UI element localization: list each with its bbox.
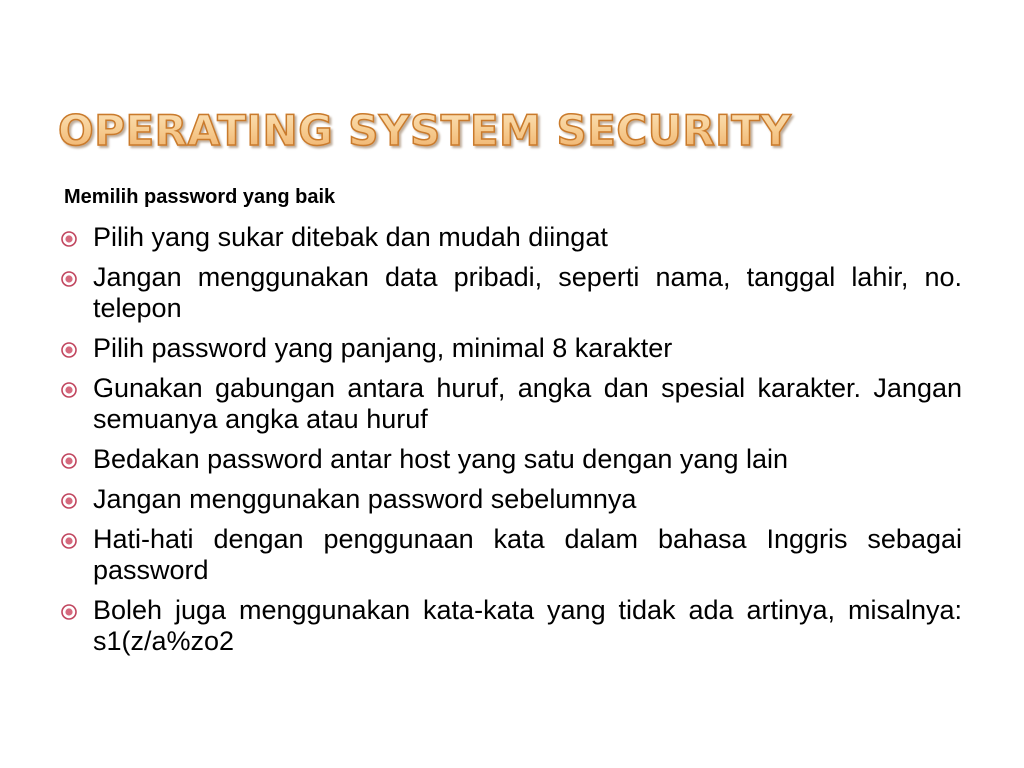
bullet-text: Boleh juga menggunakan kata-kata yang tidak ada artinya, misalnya: s1(z/a%zo2: [93, 595, 962, 656]
bullet-text: Bedakan password antar host yang satu dengan yang lain: [93, 444, 788, 474]
circled-dot-icon: [60, 270, 78, 288]
bullet-item: [60, 222, 962, 253]
circled-dot-icon: [60, 452, 78, 470]
bullet-text: Jangan menggunakan data pribadi, seperti nama, tanggal lahir, no. telepon: [93, 262, 962, 323]
slide-title: OPERATING SYSTEM SECURITY: [58, 100, 791, 162]
slide-subtitle: Memilih password yang baik: [64, 186, 336, 208]
bullet-text: Gunakan gabungan antara huruf, angka dan spesial karakter. Jangan semuanya angka atau huruf: [93, 373, 962, 434]
bullet-item: [60, 524, 962, 586]
bullet-list: [60, 222, 962, 666]
circled-dot-icon: [60, 603, 78, 621]
bullet-text: Pilih password yang panjang, minimal 8 karakter: [93, 333, 673, 363]
bullet-item: [60, 595, 962, 657]
bullet-text: Pilih yang sukar ditebak dan mudah diingat: [93, 222, 608, 252]
bullet-item: [60, 262, 962, 324]
circled-dot-icon: [60, 341, 78, 359]
circled-dot-icon: [60, 381, 78, 399]
circled-dot-icon: [60, 492, 78, 510]
bullet-item: [60, 444, 962, 475]
circled-dot-icon: [60, 532, 78, 550]
circled-dot-icon: [60, 230, 78, 248]
bullet-text: Jangan menggunakan password sebelumnya: [93, 484, 637, 514]
bullet-text: Hati-hati dengan penggunaan kata dalam bahasa Inggris sebagai password: [93, 524, 962, 585]
bullet-item: [60, 373, 962, 435]
bullet-item: [60, 484, 962, 515]
bullet-item: [60, 333, 962, 364]
